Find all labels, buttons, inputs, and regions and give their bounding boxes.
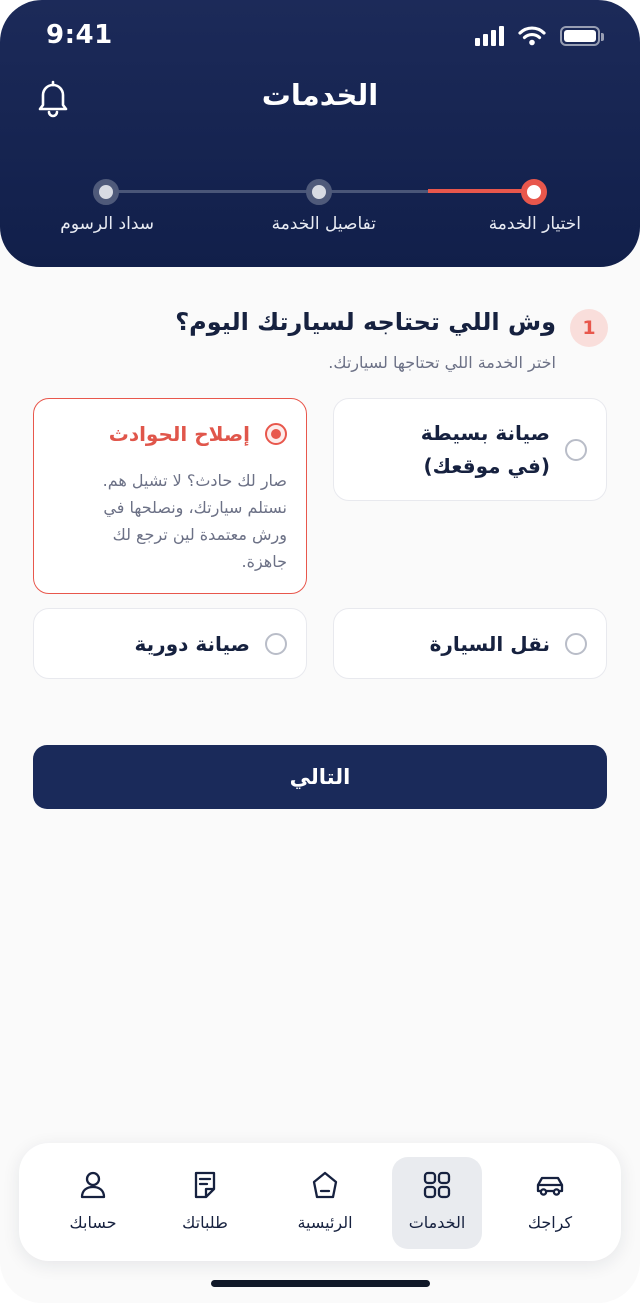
bottom-nav bbox=[19, 1143, 621, 1261]
question-title: وش اللي تحتاجه لسيارتك اليوم؟ bbox=[175, 308, 556, 336]
nav-item-home[interactable] bbox=[280, 1157, 370, 1249]
wifi-icon bbox=[518, 26, 546, 46]
radio-periodic-maintenance[interactable] bbox=[265, 633, 287, 655]
step-dot-select-service bbox=[521, 179, 547, 205]
battery-icon bbox=[560, 26, 600, 46]
step-dot-service-details bbox=[306, 179, 332, 205]
car-icon bbox=[534, 1169, 566, 1201]
radio-car-transport[interactable] bbox=[565, 633, 587, 655]
nav-item-orders[interactable] bbox=[160, 1157, 250, 1249]
status-icons bbox=[475, 26, 600, 46]
radio-accident-repair[interactable] bbox=[265, 423, 287, 445]
option-accident-repair[interactable] bbox=[33, 398, 307, 594]
signal-icon bbox=[475, 26, 504, 46]
option-description bbox=[47, 467, 287, 575]
option-title: نقل السيارة bbox=[429, 632, 550, 656]
description-line: نستلم سيارتك، ونصلحها في bbox=[103, 498, 287, 517]
orders-icon bbox=[189, 1169, 221, 1201]
page-title: الخدمات bbox=[261, 78, 379, 112]
nav-label: حسابك bbox=[69, 1213, 117, 1232]
user-icon bbox=[77, 1169, 109, 1201]
radio-simple-maintenance[interactable] bbox=[565, 439, 587, 461]
header bbox=[0, 0, 640, 267]
grid-icon bbox=[421, 1169, 453, 1201]
stepper-progress bbox=[428, 189, 534, 193]
option-title-line1: صيانة بسيطة bbox=[420, 421, 550, 445]
status-time: 9:41 bbox=[46, 20, 113, 50]
description-line: جاهزة. bbox=[241, 552, 287, 571]
nav-label: كراجك bbox=[527, 1213, 573, 1232]
nav-label: طلباتك bbox=[182, 1213, 228, 1232]
nav-label: الخدمات bbox=[408, 1213, 466, 1232]
question-number: 1 bbox=[570, 309, 608, 347]
description-line: صار لك حادث؟ لا تشيل هم. bbox=[102, 471, 287, 490]
nav-item-account[interactable] bbox=[48, 1157, 138, 1249]
nav-label: الرئيسية bbox=[297, 1213, 353, 1232]
option-car-transport[interactable] bbox=[333, 608, 607, 679]
home-icon bbox=[309, 1169, 341, 1201]
nav-item-garage[interactable] bbox=[505, 1157, 595, 1249]
option-simple-maintenance[interactable] bbox=[333, 398, 607, 501]
step-label-payment: سداد الرسوم bbox=[60, 214, 154, 234]
nav-item-services[interactable] bbox=[392, 1157, 482, 1249]
step-dot-payment bbox=[93, 179, 119, 205]
option-title: إصلاح الحوادث bbox=[108, 422, 250, 446]
step-label-service-details: تفاصيل الخدمة bbox=[271, 214, 376, 234]
option-title-line2: (في موقعك) bbox=[423, 454, 550, 478]
step-label-select-service: اختيار الخدمة bbox=[488, 214, 581, 234]
description-line: ورش معتمدة لين ترجع لك bbox=[112, 525, 287, 544]
option-periodic-maintenance[interactable] bbox=[33, 608, 307, 679]
option-title: صيانة دورية bbox=[134, 632, 250, 656]
next-button[interactable]: التالي bbox=[33, 745, 607, 809]
home-indicator[interactable] bbox=[211, 1280, 430, 1287]
question-subtitle: اختر الخدمة اللي تحتاجها لسيارتك. bbox=[328, 353, 556, 372]
